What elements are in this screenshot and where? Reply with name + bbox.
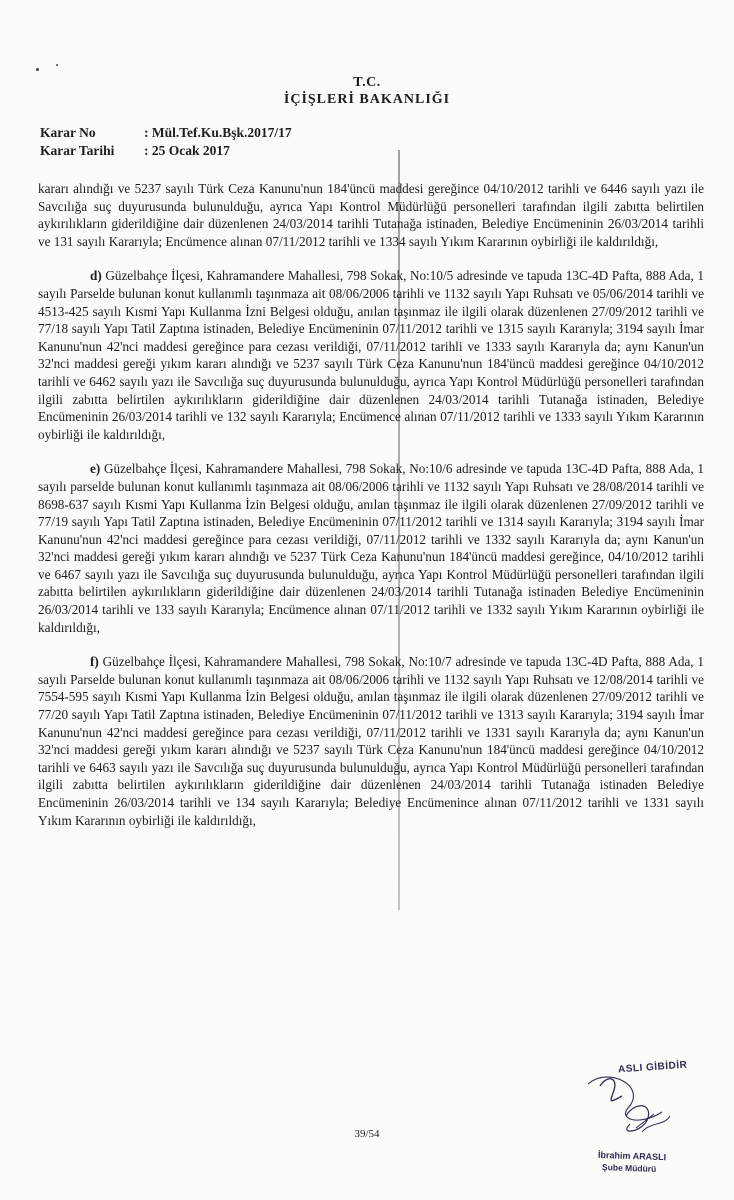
stamp-asli-gibidir: ASLI GİBİDİR xyxy=(617,1059,688,1076)
paragraph-continued: kararı alındığı ve 5237 sayılı Türk Ceza Kanunu'nun 184'üncü maddesi gereğince 04/10/2012 tarihli ve 6446 sayılı yazı ile Savcılığa suç duyurusunda bulunulduğu, ayrıca Yapı Kontrol Müdürlüğü personelleri tarafından ilgili zabıtta belirtilen aykırılıkların giderildiğine dair düzenlenen 24/03/2014 tarihli Tutanağa istinaden, Belediye Encümeninin 26/03/2014 tarihli ve 131 sayılı Kararıyla; Encümence alınan 07/11/2012 tarihli ve 1334 sayılı Yıkım Kararının oybirliği ile kaldırıldığı, xyxy=(38,181,704,249)
stamp-signer-title: Şube Müdürü xyxy=(601,1162,657,1174)
karar-tarihi-label: Karar Tarihi xyxy=(40,143,115,158)
paragraph-f-lead: f) xyxy=(90,654,99,670)
paragraph-e-text: Güzelbahçe İlçesi, Kahramandere Mahallesi, 798 Sokak, No:10/6 adresinde ve tapuda 13C-4D Pafta, 888 Ada, 1 sayılı parselde bulunan konut kullanımlı taşınmaza ait 08/06/2006 tarihli ve 1132 sayılı Yapı Ruhsatı ve 28/08/2014 tarihli ve 8698-637 sayılı Kısmi Yapı Kullanma İzin Belgesi olduğu, anılan taşınmaz ile ilgili olarak düzenlenen 27/09/2012 tarihli ve 77/19 sayılı Yapı Tatil Zaptına istinaden, Belediye Encümeninin 07/11/2012 tarihli ve 1314 sayılı Kararıyla; 3194 sayılı İmar Kanunu'nun 42'nci maddesi gereğince para cezası verildiği, 07/11/2012 tarihli ve 1332 sayılı Kararıyla da; aynı Kanun'un 32'nci maddesi gereği yıkım kararı alındığı ve 5237 Türk Ceza Kanunu'nun 184'üncü maddesi gereğince, 04/10/2012 tarihli ve 6467 sayılı yazı ile Savcılığa suç duyurusunda bulunulduğu, ayrıca Yapı Kontrol Müdürlüğü personelleri tarafından ilgili zabıtta belirtilen aykırılıkların giderildiğine dair düzenlenen 24/03/2014 tarihli Tutanağa istinaden Belediye Encümeninin 26/03/2014 tarihli ve 133 sayılı Kararıyla; Encümence alınan 07/11/2012 tarihli ve 1332 sayılı Yıkım Kararının oybirliği ile kaldırıldığı, xyxy=(38,461,704,635)
karar-no-value: : Mül.Tef.Ku.Bşk.2017/17 xyxy=(144,125,292,140)
paragraph-d-text: Güzelbahçe İlçesi, Kahramandere Mahallesi, 798 Sokak, No:10/5 adresinde ve tapuda 13C-4D Pafta, 888 Ada, 1 sayılı Parselde bulunan konut kullanımlı taşınmaza ait 08/06/2006 tarihli ve 1132 sayılı Yapı Ruhsatı ve 05/06/2014 tarihli ve 4513-425 sayılı Kısmi Yapı Kullanma İzni Belgesi olduğu, anılan taşınmaz ile ilgili olarak düzenlenen 27/09/2012 tarihli ve 77/18 sayılı Yapı Tatil Zaptına istinaden, Belediye Encümeninin 07/11/2012 tarihli ve 1315 sayılı Kararıyla; 3194 sayılı İmar Kanunu'nun 42'nci maddesi gereğince para cezası verildiği, 07/11/2012 tarihli ve 1333 sayılı Kararıyla da; aynı Kanun'un 32'nci maddesi gereği yıkım kararı alındığı ve 5237 sayılı Türk Ceza Kanunu'nun 184'üncü maddesi gereğince 04/10/2012 tarihli ve 6462 sayılı yazı ile Savcılığa suç duyurusunda bulunulduğu, ayrıca Yapı Kontrol Müdürlüğü personelleri tarafından ilgili zabıtta belirtilen aykırılıkların giderildiğine dair düzenlenen 24/03/2014 tarihli Tutanağa istinaden, Belediye Encümeninin 26/03/2014 tarihli ve 132 sayılı Kararıyla; Encümence alınan 07/11/2012 tarihli ve 1333 sayılı Yıkım Kararının oybirliği ile kaldırıldığı, xyxy=(38,268,704,442)
paragraph-f xyxy=(38,653,704,829)
paragraph-d xyxy=(38,267,704,443)
header-tc: T.C. xyxy=(353,75,381,90)
scan-speck xyxy=(36,68,39,71)
page-number: 39/54 xyxy=(354,1128,380,1140)
stamp-signer-name: İbrahim ARASLI xyxy=(597,1149,667,1163)
scan-speck xyxy=(56,64,58,66)
decision-meta xyxy=(40,124,292,160)
karar-tarihi-row xyxy=(40,142,292,160)
header-ministry: İÇİŞLERİ BAKANLIĞI xyxy=(283,92,451,107)
paragraph-e xyxy=(38,460,704,636)
karar-tarihi-value: : 25 Ocak 2017 xyxy=(144,143,230,158)
document-body xyxy=(38,180,704,846)
paragraph-e-lead: e) xyxy=(90,461,101,477)
karar-no-label: Karar No xyxy=(40,125,96,140)
paragraph-f-text: Güzelbahçe İlçesi, Kahramandere Mahallesi, 798 Sokak, No:10/7 adresinde ve tapuda 13C-4D Pafta, 888 Ada, 1 sayılı Parselde bulunan konut kullanımlı taşınmaza ait 08/06/2006 tarihli ve 1132 sayılı Yapı Ruhsatı ve 12/08/2014 tarihli ve 7554-595 sayılı Kısmi Yapı Kullanma İzin Belgesi olduğu, anılan taşınmaz ile ilgili olarak düzenlenen 27/09/2012 tarihli ve 77/20 sayılı Yapı Tatil Zaptına istinaden, Belediye Encümeninin 07/11/2012 tarihli ve 1313 sayılı Kararıyla; 3194 sayılı İmar Kanunu'nun 42'nci maddesi gereğince para cezası verildiği, 07/11/2012 tarihli ve 1331 sayılı Kararıyla da; aynı Kanun'un 32'nci maddesi gereği yıkım kararı alındığı ve 5237 sayılı Türk Ceza Kanunu'nun 184'üncü maddesi gereğince 04/10/2012 tarihli ve 6463 sayılı yazı ile Savcılığa suç duyurusunda bulunulduğu, ayrıca Yapı Kontrol Müdürlüğü personelleri tarafından ilgili zabıtta belirtilen aykırılıkların giderildiğine dair düzenlenen 24/03/2014 tarihli Tutanağa istinaden Belediye Encümeninin 26/03/2014 tarihli ve 134 sayılı Kararıyla; Belediye Encümenince alınan 07/11/2012 tarihli ve 1331 sayılı Yıkım Kararının oybirliği ile kaldırıldığı, xyxy=(38,654,704,828)
karar-no-row xyxy=(40,124,292,142)
paragraph-d-lead: d) xyxy=(90,268,102,284)
certification-stamp xyxy=(578,1056,708,1186)
document-header xyxy=(0,75,734,108)
